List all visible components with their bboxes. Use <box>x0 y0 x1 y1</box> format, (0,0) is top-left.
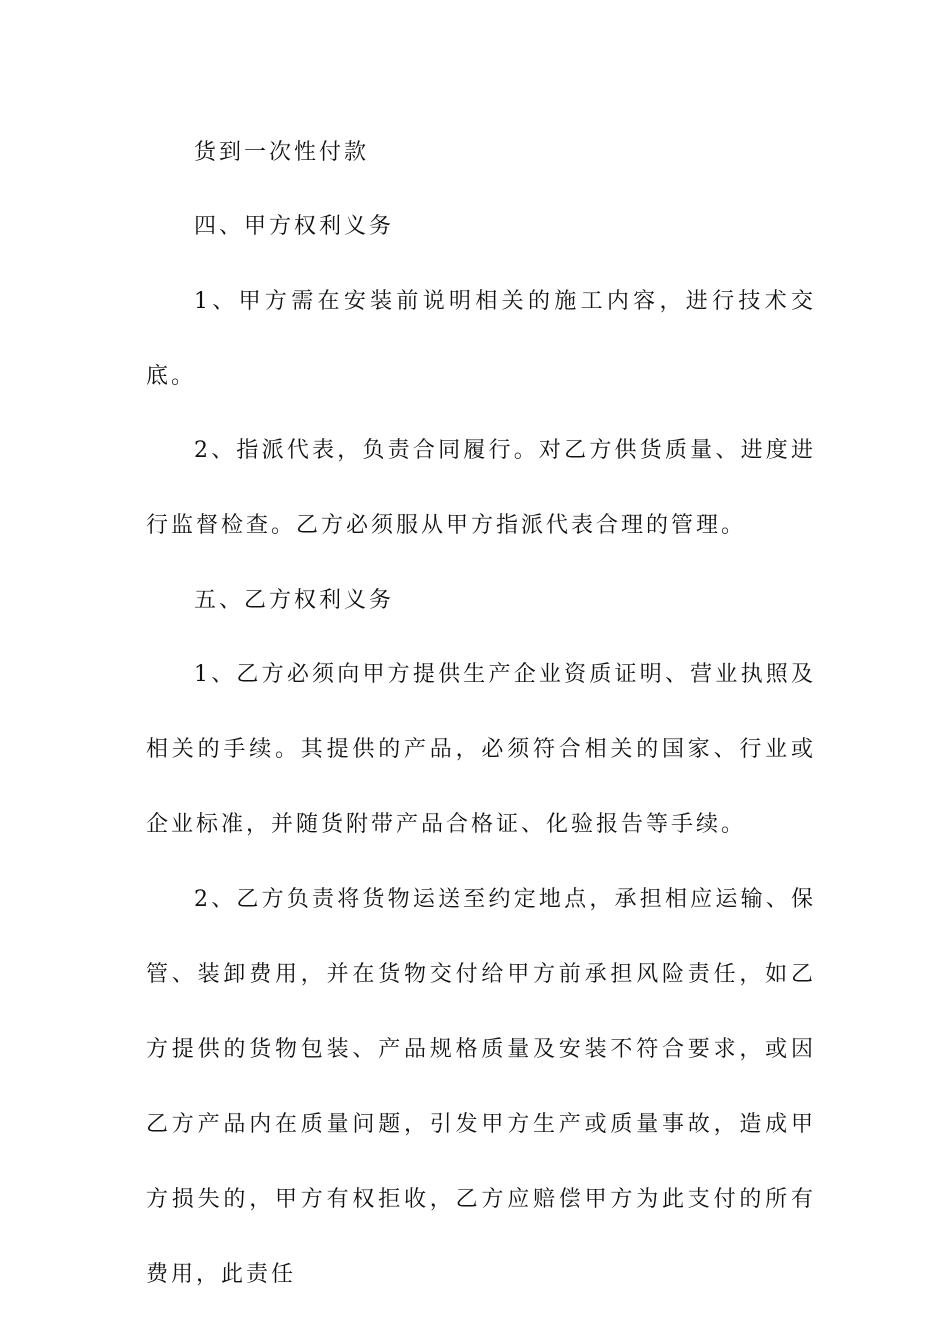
paragraph-party-b-item-1: 1、乙方必须向甲方提供生产企业资质证明、营业执照及相关的手续。其提供的产品，必须符合相关的国家、行业或企业标准，并随货附带产品合格证、化验报告等手续。 <box>146 662 816 837</box>
paragraph-party-a-item-1: 1、甲方需在安装前说明相关的施工内容，进行技术交底。 <box>146 289 816 389</box>
heading-party-a-rights: 四、甲方权利义务 <box>194 214 395 239</box>
paragraph-party-a-item-2: 2、指派代表，负责合同履行。对乙方供货质量、进度进行监督检查。乙方必须服从甲方指派代表合理的管理。 <box>146 438 816 538</box>
paragraph-party-b-item-2: 2、乙方负责将货物运送至约定地点，承担相应运输、保管、装卸费用，并在货物交付给甲方前承担风险责任，如乙方提供的货物包装、产品规格质量及安装不符合要求，或因乙方产品内在质量问题，引发甲方生产或质量事故，造成甲方损失的，甲方有权拒收，乙方应赔偿甲方为此支付的所有费用，此责任 <box>146 887 816 1287</box>
paragraph-payment-terms: 货到一次性付款 <box>194 140 370 165</box>
heading-party-b-rights: 五、乙方权利义务 <box>194 588 395 613</box>
